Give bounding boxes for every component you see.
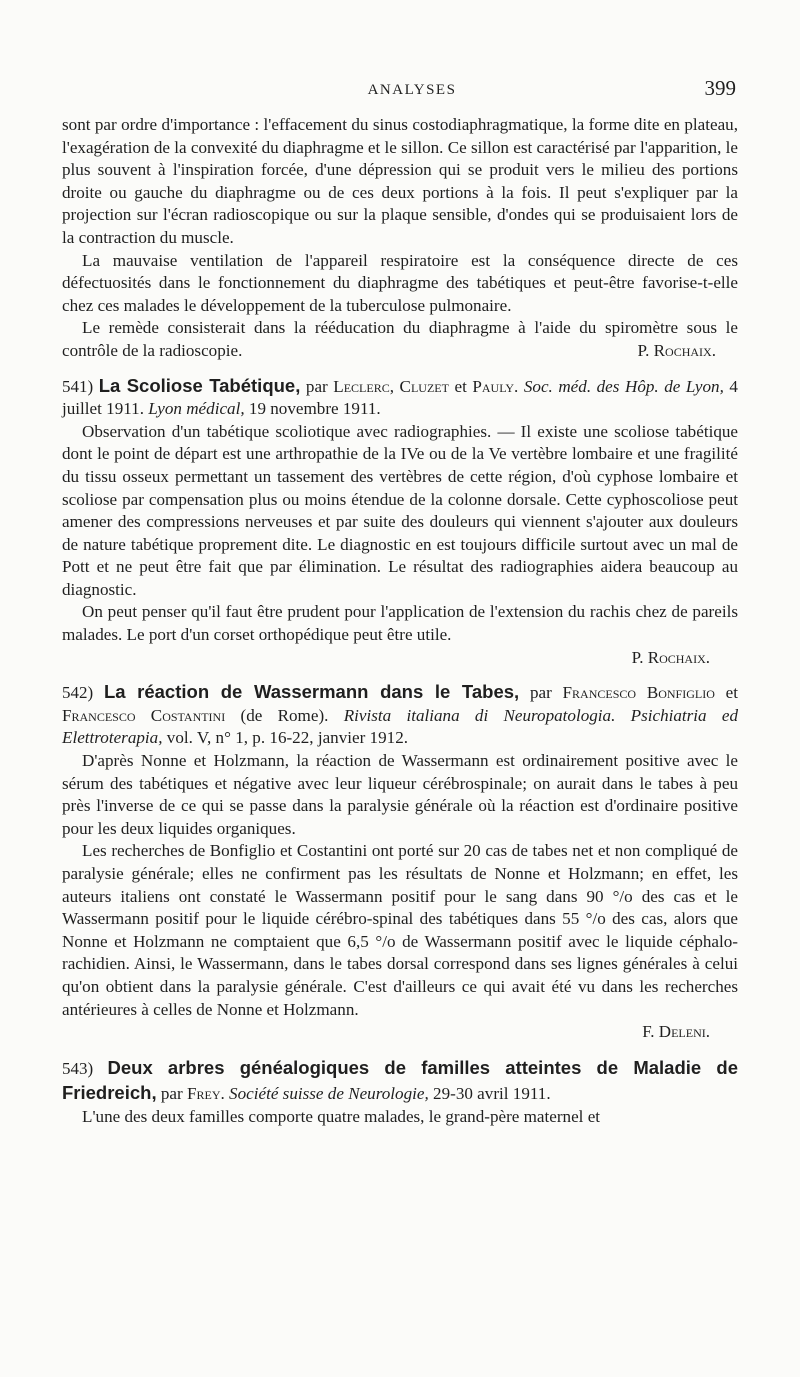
article-541-author-last: Pauly. bbox=[472, 376, 519, 396]
article-543-heading bbox=[62, 1056, 738, 1106]
article-542-paragraph-2: Les recherches de Bonfiglio et Costantini ont porté sur 20 cas de tabes net et non compliqué de paralysie générale; elles ne confirment pas les résultats de Nonne et Holzmann; en effet, les auteurs italiens ont constaté le Wassermann positif pour le sang dans 90 °/o des cas et le Wassermann positif pour le liquide cérébro-spinal des tabétiques dans 55 °/o des cas, alors que Nonne et Holzmann ne comptaient que 6,5 °/o de Wassermann positif avec le liquide céphalo-rachidien. Ainsi, le Wassermann, dans le tabes dorsal correspond dans ses lignes générales à celui qu'on obtient dans la paralysie générale. C'est d'ailleurs ce qui avait été vu dans les recherches antérieures à celles de Nonne et Holzmann. bbox=[62, 841, 738, 1019]
page-body bbox=[62, 114, 738, 1128]
article-541-et: et bbox=[454, 376, 467, 396]
article-542-par: par bbox=[529, 683, 552, 703]
article-541-second-journal: Lyon médical, bbox=[148, 399, 245, 419]
article-543-first-line: L'une des deux familles comporte quatre malades, le grand-père maternel et bbox=[82, 1106, 601, 1126]
article-541-journal: Soc. méd. des Hôp. de Lyon, bbox=[523, 376, 724, 396]
article-541-par: par bbox=[305, 376, 328, 396]
article-542-signature: F. Deleni. bbox=[642, 1022, 710, 1042]
article-542-author-2: Francesco Costantini bbox=[62, 705, 226, 725]
page-header bbox=[88, 76, 736, 106]
article-541-title: La Scoliose Tabétique, bbox=[98, 374, 301, 396]
article-542-journal: Rivista italiana di Neuropatologia. Psichiatria ed Elettroterapia, bbox=[62, 705, 739, 748]
article-541-paragraph-2: On peut penser qu'il faut être prudent pour l'application de l'extension du rachis chez de pareils malades. Le port d'un corset orthopédique peut être utile. bbox=[62, 602, 738, 645]
article-542-details: vol. V, n° 1, p. 16-22, janvier 1912. bbox=[166, 728, 409, 748]
article-541-authors: Leclerc, Cluzet bbox=[333, 376, 449, 396]
article-542-affiliation: (de Rome). bbox=[240, 705, 329, 725]
article-541-heading bbox=[62, 375, 738, 421]
article-543-author: Frey. bbox=[186, 1083, 225, 1103]
article-543-title: Deux arbres généalogiques de familles atteintes de Maladie de Friedreich, bbox=[62, 1056, 738, 1103]
article-542-author-1: Francesco Bonfiglio bbox=[562, 683, 715, 703]
article-542-paragraph-1: D'après Nonne et Holzmann, la réaction de Wassermann est ordinairement positive avec le sérum des tabétiques et négative avec leur liqueur cérébrospinale; on aurait dans le tabes à peu près l'inverse de ce qui se passe dans la paralysie générale où la réaction est d'ordinaire positive pour les deux liquides organiques. bbox=[62, 751, 738, 838]
article-542-number: 542) bbox=[62, 683, 94, 703]
article-541-number: 541) bbox=[62, 376, 94, 396]
page-number: 399 bbox=[704, 76, 736, 100]
article-543-number: 543) bbox=[62, 1058, 94, 1078]
article-541-date: 4 juillet 1911. bbox=[62, 376, 738, 419]
article-543-journal: Société suisse de Neurologie, bbox=[229, 1083, 429, 1103]
intro-paragraph-3 bbox=[62, 317, 738, 362]
article-541-second-date: 19 novembre 1911. bbox=[248, 399, 381, 419]
article-542-et: et bbox=[725, 683, 738, 703]
running-title: ANALYSES bbox=[367, 82, 457, 98]
article-543-par: par bbox=[160, 1083, 183, 1103]
article-541-paragraph-1: Observation d'un tabétique scoliotique avec radiographies. — Il existe une scoliose tabétique dont le point de départ est une arthropathie de la IVe ou de la Ve vertèbre lombaire et une fragilité du tissu osseux permettant un tassement des vertèbres de cette région, d'où cyphose lombaire et scoliose par compensation plus ou moins étendue de la colonne dorsale. Cette cyphoscoliose peut amener des compressions nerveuses et par suite des douleurs qui viennent s'ajouter aux douleurs de nature tabétique proprement dite. Le diagnostic en est toujours difficile surtout avec un mal de Pott et ne peut être fait que par élimination. Le résultat des radiographies aidera beaucoup au diagnostic. bbox=[62, 421, 738, 599]
intro-signature: P. Rochaix. bbox=[637, 340, 716, 360]
intro-paragraph-3-text: Le remède consisterait dans la rééducation du diaphragme à l'aide du spiromètre sous le contrôle de la radioscopie. bbox=[62, 318, 738, 360]
article-541-signature: P. Rochaix. bbox=[631, 647, 710, 667]
intro-paragraph-1: sont par ordre d'importance : l'effacement du sinus costodiaphragmatique, la forme dite en plateau, l'exagération de la convexité du diaphragme et le sillon. Ce sillon est caractérisé par l'apparition, le plus souvent à l'inspiration forcée, d'une dépression qui se produit vers le milieu des portions droite ou gauche du diaphragme ou de ces deux portions à la fois. Il peut s'expliquer par la projection sur l'écran radioscopique ou sur la plaque sensible, d'ondes qui se produisaient lors de la contraction du muscle. bbox=[62, 115, 738, 247]
article-543-date: 29-30 avril 1911. bbox=[433, 1083, 551, 1103]
intro-paragraph-2: La mauvaise ventilation de l'appareil respiratoire est la conséquence directe de ces défectuosités dans le fonctionnement du diaphragme des tabétiques et peut-être favorise-t-elle chez ces malades le développement de la tuberculose pulmonaire. bbox=[62, 250, 738, 315]
article-542-heading bbox=[62, 681, 738, 750]
article-542-title: La réaction de Wassermann dans le Tabes, bbox=[103, 681, 520, 703]
